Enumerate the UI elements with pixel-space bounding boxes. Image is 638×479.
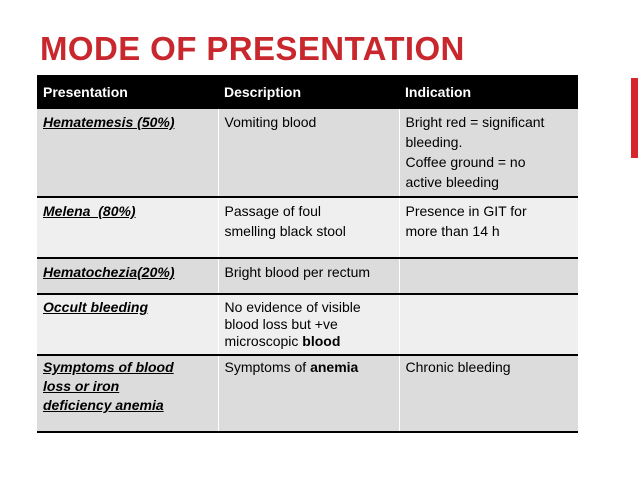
description-line: Passage of foul	[224, 203, 322, 219]
slide-title: MODE OF PRESENTATION	[40, 30, 465, 67]
header-presentation: Presentation	[37, 75, 218, 109]
description-cell	[218, 294, 399, 355]
indication-cell	[399, 197, 578, 258]
header-description: Description	[218, 75, 399, 109]
presentation-cell	[37, 258, 218, 294]
table-row	[37, 109, 578, 197]
table-header-row	[37, 75, 578, 109]
indication-line: bleeding.	[405, 134, 463, 150]
presentation-table	[37, 75, 578, 433]
presentation-line: loss or iron	[43, 378, 120, 394]
description-line: smelling black stool	[224, 223, 346, 239]
indication-cell	[399, 258, 578, 294]
description-line	[225, 333, 393, 350]
presentation-line: Symptoms of blood	[43, 359, 174, 375]
presentation-cell	[37, 294, 218, 355]
table-row	[37, 294, 578, 355]
indication-line: Presence in GIT for	[405, 203, 527, 219]
description-line: No evidence of visible	[224, 299, 361, 315]
indication-line: more than 14 h	[405, 223, 500, 239]
description-text: Symptoms of	[224, 359, 311, 375]
indication-cell	[399, 294, 578, 355]
table-row	[37, 197, 578, 258]
description-text: microscopic	[224, 333, 303, 349]
indication-line: active bleeding	[405, 174, 499, 190]
presentation-cell	[37, 109, 218, 197]
presentation-cell	[37, 197, 218, 258]
presentation-cell	[37, 355, 218, 432]
description-emphasis: blood	[302, 333, 341, 349]
description-cell	[218, 355, 399, 432]
description-emphasis: anemia	[310, 359, 359, 375]
table-row	[37, 258, 578, 294]
presentation-label: Occult bleeding	[43, 299, 149, 315]
indication-cell: Chronic bleeding	[399, 355, 578, 432]
description-cell	[218, 197, 399, 258]
presentation-line: deficiency anemia	[43, 397, 164, 413]
accent-bar	[631, 78, 638, 158]
presentation-label: Hematemesis (50%)	[43, 114, 175, 130]
header-indication: Indication	[399, 75, 578, 109]
indication-line: Bright red = significant	[405, 114, 545, 130]
table-row	[37, 355, 578, 432]
description-cell: Bright blood per rectum	[218, 258, 399, 294]
presentation-label: Melena (80%)	[43, 203, 136, 219]
description-cell: Vomiting blood	[218, 109, 399, 197]
indication-cell	[399, 109, 578, 197]
presentation-label: Hematochezia(20%)	[43, 264, 175, 280]
description-line: blood loss but +ve	[224, 316, 338, 332]
indication-line: Coffee ground = no	[405, 154, 526, 170]
